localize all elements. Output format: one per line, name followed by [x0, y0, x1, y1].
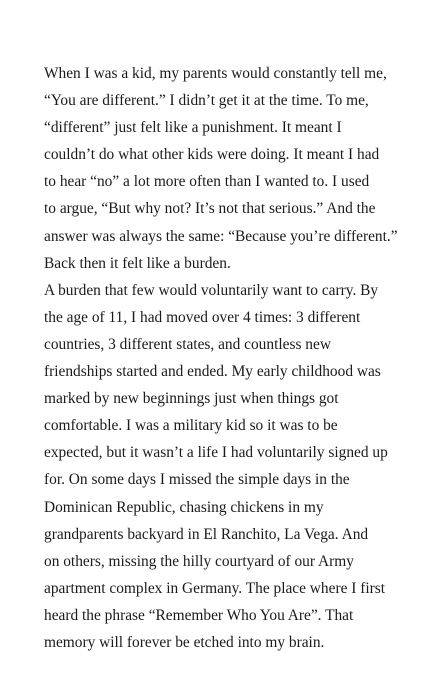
- text-line: countries, 3 different states, and countless new: [44, 335, 331, 353]
- text-line: couldn’t do what other kids were doing. It meant I had: [44, 146, 380, 164]
- article-body: [44, 60, 398, 656]
- text-line: apartment complex in Germany. The place where I first: [44, 579, 386, 597]
- text-line: “different” just felt like a punishment. It meant I: [44, 119, 342, 137]
- text-line: the age of 11, I had moved over 4 times: 3 different: [44, 308, 361, 326]
- text-line: for. On some days I missed the simple days in the: [44, 471, 350, 489]
- text-line: heard the phrase “Remember Who You Are”. That: [44, 606, 354, 624]
- paragraph-1: [44, 60, 398, 277]
- text-line: memory will forever be etched into my brain.: [44, 633, 325, 651]
- text-line: to argue, “But why not? It’s not that serious.” And the: [44, 200, 376, 218]
- text-line: to hear “no” a lot more often than I wanted to. I used: [44, 173, 370, 191]
- text-line: expected, but it wasn’t a life I had voluntarily signed up: [44, 444, 388, 462]
- text-line: “You are different.” I didn’t get it at the time. To me,: [44, 92, 369, 110]
- text-line: grandparents backyard in El Ranchito, La Vega. And: [44, 525, 369, 543]
- text-line: Back then it felt like a burden.: [44, 254, 231, 272]
- paragraph-2: [44, 277, 386, 656]
- text-line: on others, missing the hilly courtyard of our Army: [44, 552, 354, 570]
- text-line: answer was always the same: “Because you’re different.”: [44, 227, 398, 245]
- text-line: Dominican Republic, chasing chickens in my: [44, 498, 324, 516]
- text-line: A burden that few would voluntarily want to carry. By: [44, 281, 379, 299]
- text-line: comfortable. I was a military kid so it was to be: [44, 417, 338, 435]
- text-line: friendships started and ended. My early childhood was: [44, 363, 381, 381]
- text-line: When I was a kid, my parents would constantly tell me,: [44, 65, 387, 82]
- text-line: marked by new beginnings just when things got: [44, 390, 339, 408]
